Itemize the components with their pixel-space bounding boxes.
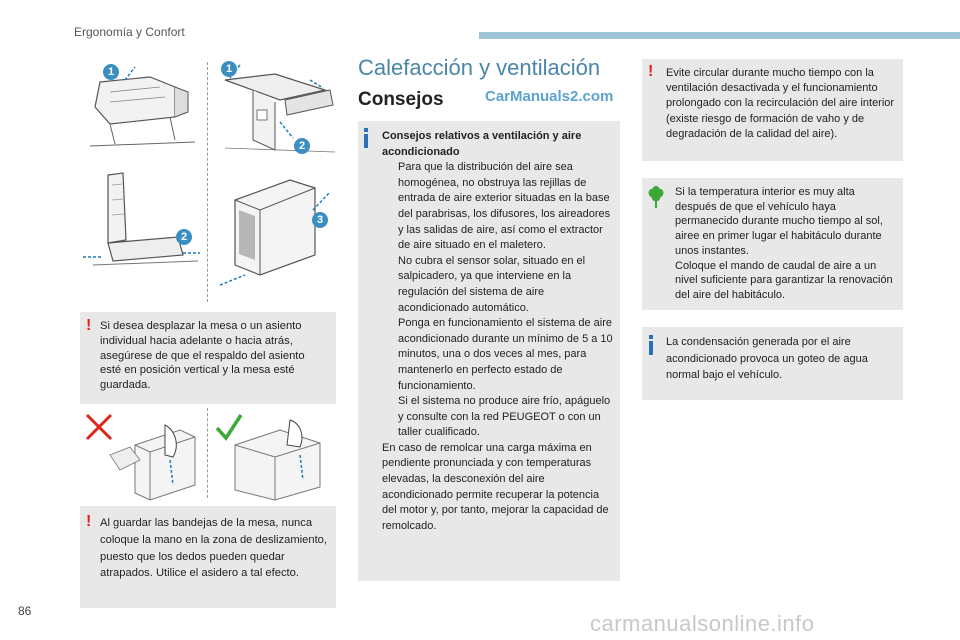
tips-heading: Consejos relativos a ventilación y aire acondicionado xyxy=(382,130,582,158)
eco-text: Si la temperatura interior es muy alta después de que el vehículo haya permanecido durante mucho tiempo al sol, airee en primer lugar el habitáculo durante unos instantes. Coloque el mando de caudal de aire a un nivel suficiente para garantizar la renovación del aire del habitáculo. xyxy=(675,186,893,301)
warning-box-tray xyxy=(80,506,336,608)
info-text: La condensación generada por el aire acondicionado provoca un goteo de agua normal bajo el vehículo. xyxy=(666,336,868,381)
figure-badge: 3 xyxy=(312,212,328,228)
section-title: Ergonomía y Confort xyxy=(74,25,185,39)
warning-icon: ! xyxy=(86,317,92,334)
seat-slide-illustration xyxy=(78,165,203,280)
info-icon xyxy=(649,341,653,355)
figure-divider xyxy=(207,408,208,498)
info-icon-dot xyxy=(649,335,653,339)
warning-icon: ! xyxy=(86,513,92,530)
hand-in-slide-illustration xyxy=(95,415,205,500)
info-box-condensation xyxy=(642,327,903,400)
figure-badge: 2 xyxy=(294,138,310,154)
list-item: Para que la distribución del aire sea homogénea, no obstruya las rejillas de entrada de aire exterior situadas en la base del parabrisas, los difusores, los aireadores y las salidas de aire, así como el extractor de aire situado en el maletero. xyxy=(398,161,611,252)
eco-box xyxy=(642,178,903,310)
figure-badge: 1 xyxy=(221,61,237,77)
warning-box-seat xyxy=(80,312,336,404)
info-icon-dot xyxy=(364,128,368,132)
figure-divider xyxy=(207,62,208,302)
hand-on-handle-illustration xyxy=(225,415,335,500)
warning-text: Evite circular durante mucho tiempo con la ventilación desactivada y el funcionamiento prolongado con la recirculación del aire interior (existe riesgo de formación de vaho y de degradación de la calidad del aire). xyxy=(666,67,895,140)
seat-folded-illustration xyxy=(80,62,200,152)
warning-icon: ! xyxy=(648,63,654,80)
warning-text: Al guardar las bandejas de la mesa, nunca coloque la mano en la zona de deslizamiento, puesto que los dedos pueden quedar atrapados. Utilice el asidero a tal efecto. xyxy=(100,517,328,580)
page-title: Calefacción y ventilación xyxy=(358,55,601,80)
list-item: Si el sistema no produce aire frío, apáguelo y consulte con la red PEUGEOT o con un taller cualificado. xyxy=(398,395,611,439)
tips-list xyxy=(382,160,614,441)
table-storage-illustration xyxy=(215,170,335,290)
tips-box xyxy=(358,121,620,581)
list-item: No cubra el sensor solar, situado en el salpicadero, ya que interviene en la regulación del sistema de aire acondicionado automático. xyxy=(398,254,586,314)
page-number: 86 xyxy=(18,604,32,618)
info-icon xyxy=(364,134,368,148)
header-bar xyxy=(479,32,960,39)
footer-watermark: carmanualsonline.info xyxy=(590,611,815,636)
page-subtitle: Consejos xyxy=(358,89,444,110)
warning-box-ventilation xyxy=(642,59,903,161)
watermark: CarManuals2.com xyxy=(485,88,614,105)
eco-tree-icon xyxy=(648,186,664,210)
warning-text: Si desea desplazar la mesa o un asiento individual hacia adelante o hacia atrás, asegúrese de que el respaldo del asiento esté en posición vertical y la mesa esté guardada. xyxy=(100,320,305,392)
list-item: Ponga en funcionamiento el sistema de aire acondicionado durante un mínimo de 5 a 10 minutos, una o dos veces al mes, para mantenerlo en perfecto estado de funcionamiento. xyxy=(398,317,613,392)
figure-badge: 1 xyxy=(103,64,119,80)
towing-text: En caso de remolcar una carga máxima en pendiente pronunciada y con temperaturas elevadas, la desconexión del aire acondicionado permite recuperar la potencia del motor y, por tanto, mejorar la capacidad de remolcado. xyxy=(382,441,609,532)
tips-content xyxy=(382,129,614,534)
figure-badge: 2 xyxy=(176,229,192,245)
